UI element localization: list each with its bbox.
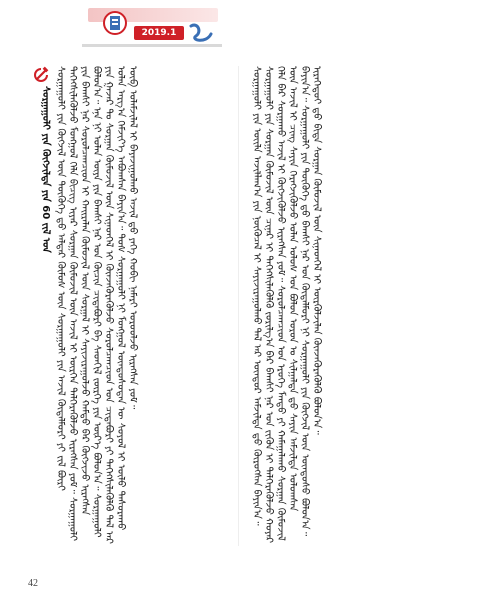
hammer-sickle-icon — [34, 66, 50, 82]
masthead — [78, 8, 228, 54]
page-number: 42 — [28, 578, 38, 589]
article-heading: ᠰᠤᠷᠭᠠᠭᠤᠯᠢ ᠶᠢᠨ ᠬᠥᠭᠵᠢᠯᠲᠡ ᠶᠢᠨ 60 ᠵᠢᠯ ᠤᠨ — [40, 86, 51, 253]
column-divider — [238, 66, 239, 546]
issue-label: 2019.1 — [134, 26, 184, 40]
masthead-rule — [82, 44, 222, 47]
masthead-script-icon — [188, 22, 214, 44]
text-column-right: ᠰᠤᠷᠭᠠᠭᠤᠯᠢ ᠶᠢᠨ ᠦᠢᠯᠡ ᠠᠵᠢᠯᠯᠠᠭ᠎ᠠ ᠶᠢᠨ ᠨᠥᠬᠥᠴᠡᠯ ᠢ ᠰᠠᠶᠢᠵᠢᠷᠠᠭᠤᠯᠬᠤ ᠲᠠᠯ ᠠᠷ ᠥᠨᠳᠥᠷ ᠠᠮᠵᠢᠯᠲᠠ ᠳ᠋ᠤ ᠬᠦᠷᠦᠭᠰᠡᠨ ᠪᠠᠶᠢᠨ᠎ᠠ᠃ ᠰᠤᠷᠭᠠᠭᠤᠯᠢ ᠶᠢᠨ ᠰᠤᠷᠭᠠᠨ ᠬᠦᠮᠦᠵᠢᠯ ᠦᠨ ᠴᠢᠨᠠᠷ ᠢ ᠳᠡᠭᠡᠭᠰᠢᠯᠡᠭᠦᠯᠬᠦ ᠵᠣᠷᠢᠯᠭ᠎ᠠ ᠪᠠᠷ ᠪᠠᠭᠰᠢ ᠨᠠᠷ ᠤᠨ ᠵᠢᠭᠦᠨ ᠢ ᠲᠡᠯᠭᠡᠷᠡᠭᠦᠯᠵᠦ ᠬᠣᠶᠠᠷ ᠬᠡᠯᠡ ᠪᠡᠷ ᠰᠤᠷᠭᠠᠬᠤ ᠠᠵᠢᠯ ᠢ ᠬᠥᠭᠵᠢᠭᠦᠯᠵᠦ ᠢᠷᠡᠭᠰᠡᠨ ᠶᠤᠮ᠃ ᠰᠤᠷᠤᠯᠴᠠᠭᠴᠢᠳ ᠤᠨ ᠡᠷᠦᠬᠡ ᠮᠡᠨᠳᠦ ᠶᠢ ᠬᠠᠮᠠᠭᠠᠯᠠᠬᠤ ᠰᠤᠷᠭᠠᠨ ᠬᠦᠮᠦᠵᠢᠯ ᠦᠨ ᠠᠵᠢᠯ ᠢ ᠴᠢᠩ ᠰᠠᠶᠢᠨ ᠬᠡᠷᠡᠭᠵᠢᠭᠦᠯᠵᠦ ᠣᠯᠠᠨ ᠤᠯᠤᠰ ᠤᠨ ᠪᠣᠯᠤᠨ ᠣᠷᠣᠨ ᠤ ᠰᠢᠯᠭᠠᠯᠲᠠ ᠳ᠋ᠤ ᠰᠠᠶᠢᠨ ᠠᠮᠵᠢᠯᠲᠠ ᠣᠯᠤᠭᠰᠠᠨ ᠪᠠᠶᠢᠨ᠎ᠠ᠃ ᠰᠤᠷᠭᠠᠭᠤᠯᠢ ᠶᠢᠨ ᠲᠦᠭᠦᠬᠡ ᠳ᠋ᠦ ᠪᠠᠭᠰᠢ ᠨᠠᠷ ᠤᠨ ᠬᠥᠳᠡᠯᠮᠦᠷᠢ ᠨᠢ ᠰᠤᠷᠭᠠᠭᠤᠯᠢ ᠶᠢᠨ ᠬᠥᠭᠵᠢᠯ ᠦᠨ ᠦᠨᠳᠦᠰᠦ ᠪᠣᠯᠤᠨ᠎ᠠ᠃ ᠢᠷᠡᠭᠡᠳᠦᠢ ᠳ᠋ᠦ ᠪᠢᠳᠡ ᠰᠤᠷᠭᠠᠨ ᠬᠦᠮᠦᠵᠢᠯ ᠦᠨ ᠰᠢᠨᠡᠳᠬᠡᠯ ᠢ ᠦᠷᠭᠦᠯᠵᠢᠯᠡᠨ ᠭᠦᠨᠵᠡᠭᠦᠷᠡᠭᠦᠯᠬᠦ ᠪᠣᠯᠤᠨ᠎ᠠ᠃ — [251, 66, 322, 544]
magazine-logo-icon — [102, 10, 128, 36]
text-column-left: ᠰᠤᠷᠭᠠᠭᠤᠯᠢ ᠶᠢᠨ ᠬᠥᠭᠵᠢᠯ ᠦᠨ ᠲᠦᠭᠦᠬᠡ ᠳ᠋ᠦ ᠠᠯᠳᠠᠷ ᠬᠦᠮᠦᠰ ᠦᠨ ᠰᠤᠷᠭᠠᠭᠤᠯᠢ ᠶᠢᠨ ᠠᠵᠢᠯ ᠬᠥᠳᠡᠯᠮᠦᠷᠢ ᠶᠢ ᠵᠢᠯ ᠪᠦᠷᠢ ᠳᠡᠭᠡᠭᠰᠢᠯᠡᠭᠦᠯᠵᠦ ᠮᠣᠩᠭᠣᠯ ᠬᠡᠯᠡ ᠪᠢᠴᠢᠭ ᠢᠶᠡᠷ ᠰᠤᠷᠭᠠᠨ ᠬᠦᠮᠦᠵᠢᠯ ᠦᠨ ᠠᠵᠢᠯ ᠢ ᠥᠷᠭᠡᠨ ᠳᠡᠯᠭᠡᠷᠡᠭᠦᠯᠵᠦ ᠢᠷᠡᠭᠰᠡᠨ ᠶᠤᠮ᠃ ᠰᠤᠷᠭᠠᠭᠤᠯᠢ ᠶᠢᠨ ᠪᠠᠭᠰᠢ ᠨᠠᠷ ᠰᠤᠷᠤᠯᠴᠠᠭᠴᠢᠳ ᠢ ᠬᠠᠢᠷᠠᠯᠠᠨ ᠬᠦᠮᠦᠵᠢᠯ ᠦᠨ ᠰᠤᠷᠭᠠᠯ ᠢ ᠰᠠᠶᠢᠵᠢᠷᠠᠭᠤᠯᠵᠤ ᠬᠠᠮᠲᠤ ᠪᠡᠷ ᠬᠥᠭᠵᠢᠵᠦ ᠢᠷᠡᠭᠰᠡᠨ ᠪᠣᠯᠤᠨ᠎ᠠ᠃ ᠡᠨᠡ ᠨᠢ ᠣᠯᠠᠨ ᠦᠶᠡ ᠶᠢᠨ ᠪᠠᠭᠰᠢ ᠨᠠᠷ ᠤᠨ ᠬᠦᠴᠢᠨ ᠴᠢᠳᠠᠪᠤᠷᠢ ᠪᠠ ᠰᠡᠳᠬᠢᠯ ᠵᠦᠷᠬᠡ ᠶᠢᠨ ᠦᠷ᠎ᠡ ᠪᠣᠯᠤᠨ᠎ᠠ᠃ ᠰᠤᠷᠭᠠᠭᠤᠯᠢ ᠶᠢᠨ ᠭᠠᠵᠠᠷ ᠲᠤ ᠰᠤᠷᠭᠠᠨ ᠬᠦᠮᠦᠵᠢᠯ ᠦᠨ ᠰᠢᠨᠡᠳᠬᠡᠯ ᠢ ᠭᠦᠨᠵᠡᠭᠦᠷᠡᠭᠦᠯᠵᠦ ᠰᠤᠷᠤᠯᠴᠠᠭᠴᠢᠳ ᠤᠨ ᠴᠢᠳᠠᠪᠤᠷᠢ ᠶᠢ ᠳᠡᠭᠡᠭᠰᠢᠯᠡᠭᠦᠯᠬᠦ ᠲᠠᠯ ᠠᠷ ᠣᠯᠠᠨ ᠠᠷᠭ᠎ᠠ ᠬᠡᠮᠵᠢᠶ᠎ᠡ ᠠᠪᠤᠭᠰᠠᠨ ᠪᠠᠶᠢᠨ᠎ᠠ᠃ ᠲᠤᠰ ᠰᠤᠷᠭᠠᠭᠤᠯᠢ ᠨᠢ ᠮᠣᠩᠭᠣᠯ ᠦᠨᠳᠦᠰᠦᠲᠡᠨ ᠦ ᠰᠣᠶᠣᠯ ᠢ ᠦᠯᠦ ᠲᠠᠰᠤᠷᠠᠬᠤ ᠥᠪ ᠤᠯᠠᠮᠵᠢᠯᠠᠯ ᠢ ᠪᠠᠶᠠᠵᠢᠭᠤᠯᠬᠤ ᠠᠵᠢᠯ ᠳ᠋ᠤ ᠶᠡᠬᠡ ᠬᠤᠪᠢ ᠨᠡᠮᠡᠷᠢ ᠣᠷᠤᠤᠯᠵᠤ ᠢᠷᠡᠭᠰᠡᠨ ᠶᠤᠮ᠃ — [55, 66, 138, 544]
